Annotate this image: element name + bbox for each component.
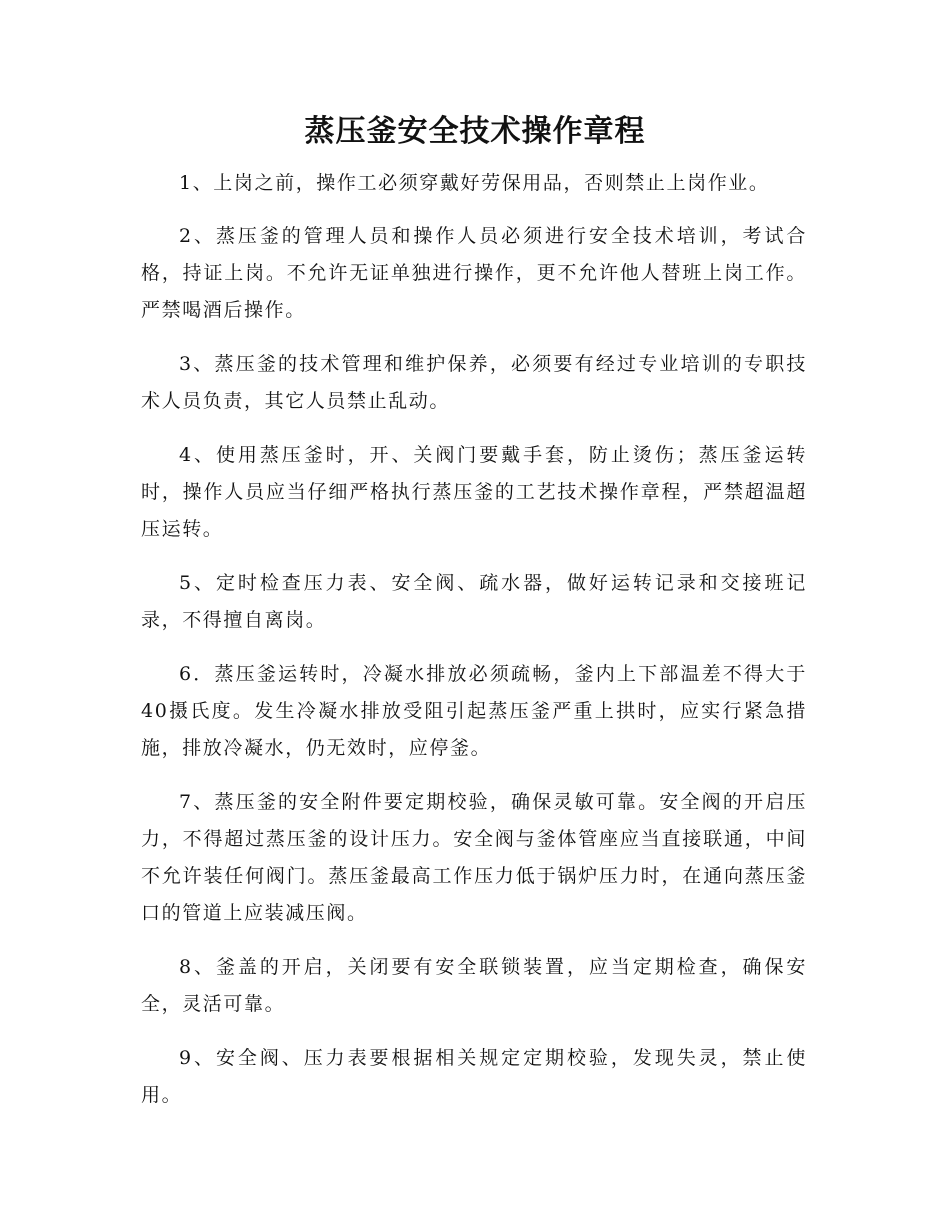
paragraph-1: 1、上岗之前，操作工必须穿戴好劳保用品，否则禁止上岗作业。 bbox=[179, 172, 770, 194]
paragraph-8: 8、釜盖的开启，关闭要有安全联锁装置，应当定期检查，确保安全，灵活可靠。 bbox=[141, 956, 807, 1015]
paragraph-5: 5、定时检查压力表、安全阀、疏水器，做好运转记录和交接班记录，不得擅自离岗。 bbox=[141, 572, 807, 631]
paragraph-6: 6．蒸压釜运转时，冷凝水排放必须疏畅，釜内上下部温差不得大于40摄氏度。发生冷凝水排放受阻引起蒸压釜严重上拱时，应实行紧急措施，排放冷凝水，仍无效时，应停釜。 bbox=[141, 663, 807, 759]
paragraph-7: 7、蒸压釜的安全附件要定期校验，确保灵敏可靠。安全阀的开启压力，不得超过蒸压釜的设计压力。安全阀与釜体管座应当直接联通，中间不允许装任何阀门。蒸压釜最高工作压力低于锅炉压力时，在通向蒸压釜口的管道上应装减压阀。 bbox=[141, 791, 807, 924]
paragraph-3: 3、蒸压釜的技术管理和维护保养，必须要有经过专业培训的专职技术人员负责，其它人员禁止乱动。 bbox=[141, 353, 807, 412]
paragraph-9: 9、安全阀、压力表要根据相关规定定期校验，发现失灵，禁止使用。 bbox=[141, 1047, 807, 1106]
paragraph-2: 2、蒸压釜的管理人员和操作人员必须进行安全技术培训，考试合格，持证上岗。不允许无证单独进行操作，更不允许他人替班上岗工作。严禁喝酒后操作。 bbox=[141, 225, 807, 321]
paragraph-4: 4、使用蒸压釜时，开、关阀门要戴手套，防止烫伤；蒸压釜运转时，操作人员应当仔细严格执行蒸压釜的工艺技术操作章程，严禁超温超压运转。 bbox=[141, 444, 807, 540]
document-body bbox=[141, 165, 807, 1131]
document-title: 蒸压釜安全技术操作章程 bbox=[304, 114, 646, 149]
